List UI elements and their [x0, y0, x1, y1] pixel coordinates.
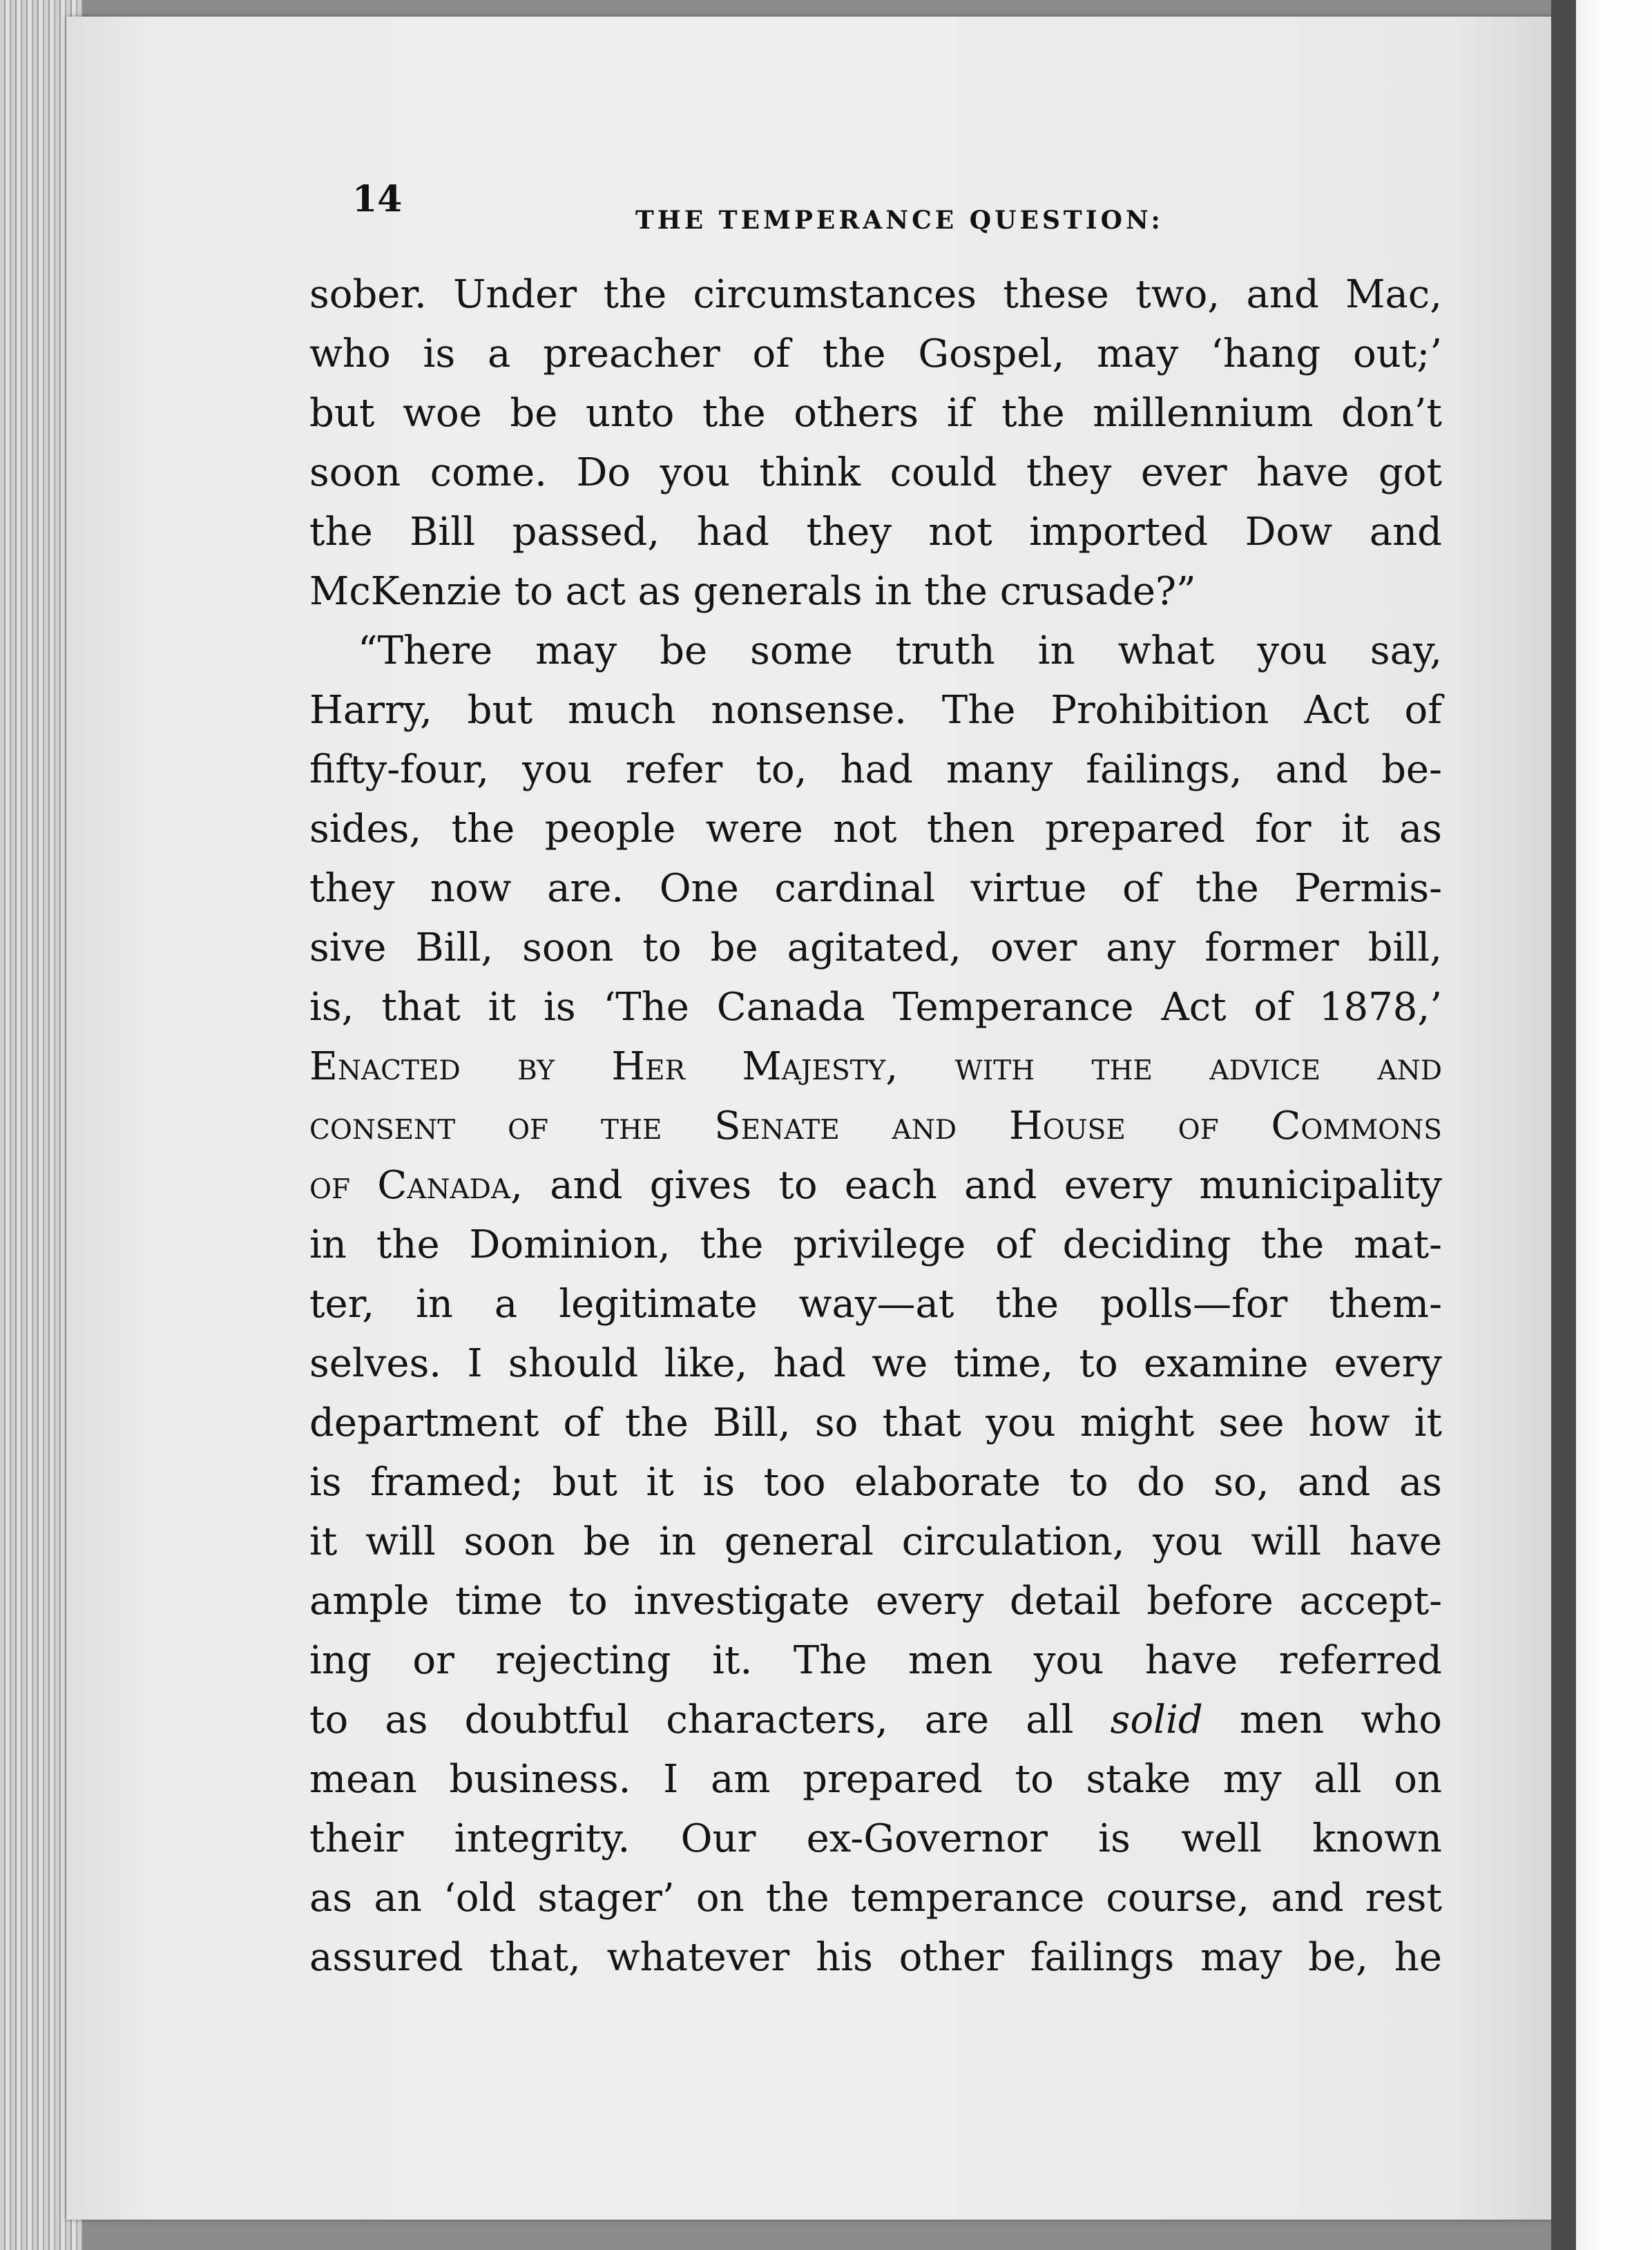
- text-line: is framed; but it is too elaborate to do so, and as: [309, 1460, 1442, 1505]
- body-text: [309, 265, 1442, 1988]
- text-line: “There may be some truth in what you say,: [358, 628, 1442, 673]
- text-line: it will soon be in general circulation, you will have: [309, 1519, 1442, 1564]
- text-line: as an ‘old stager’ on the temperance course, and rest: [309, 1876, 1442, 1921]
- text-line: soon come. Do you think could they ever have got: [309, 450, 1442, 495]
- running-title: THE TEMPERANCE QUESTION:: [635, 206, 1164, 235]
- text-line: sides, the people were not then prepared for it as: [309, 807, 1442, 852]
- text-line: they now are. One cardinal virtue of the Permis-: [309, 866, 1442, 911]
- text-line: is, that it is ‘The Canada Temperance Act of 1878,’: [309, 985, 1442, 1030]
- text-line-small-caps: Enacted by Her Majesty, with the advice and: [309, 1044, 1442, 1089]
- text-line: ing or rejecting it. The men you have referred: [309, 1638, 1442, 1683]
- text-line: department of the Bill, so that you might see how it: [309, 1401, 1442, 1445]
- book-spine: [1551, 0, 1576, 2250]
- text-line: mean business. I am prepared to stake my all on: [309, 1757, 1442, 1802]
- text-run: men who: [1239, 1698, 1442, 1742]
- text-run: and gives to each and every municipality: [550, 1163, 1442, 1208]
- text-line: who is a preacher of the Gospel, may ‘hang out;’: [309, 331, 1442, 376]
- text-line: Harry, but much nonsense. The Prohibition Act of: [309, 688, 1442, 733]
- text-line: but woe be unto the others if the millennium don’t: [309, 391, 1442, 436]
- page-number: 14: [352, 178, 403, 220]
- text-line: in the Dominion, the privilege of deciding the mat-: [309, 1222, 1442, 1267]
- text-line: ter, in a legitimate way—at the polls—for them-: [309, 1282, 1442, 1327]
- text-line: sive Bill, soon to be agitated, over any former bill,: [309, 925, 1442, 970]
- text-line: the Bill passed, had they not imported Dow and: [309, 510, 1442, 555]
- text-line-mixed: [309, 1691, 1442, 1750]
- small-caps-run: of Canada,: [309, 1163, 523, 1208]
- facing-page-edge: [1576, 0, 1652, 2250]
- text-line: selves. I should like, had we time, to examine every: [309, 1341, 1442, 1386]
- text-line: McKenzie to act as generals in the crusade?”: [309, 569, 1196, 614]
- text-line: ample time to investigate every detail before accept-: [309, 1579, 1442, 1624]
- page-header: [352, 178, 1512, 240]
- text-line: sober. Under the circumstances these two, and Mac,: [309, 272, 1442, 317]
- text-line-small-caps: consent of the Senate and House of Commons: [309, 1104, 1442, 1148]
- text-run: to as doubtful characters, are all: [309, 1698, 1074, 1742]
- italic-run: solid: [1110, 1698, 1203, 1742]
- text-line: fifty-four, you refer to, had many failings, and be-: [309, 747, 1442, 792]
- text-line: assured that, whatever his other failings may be, he: [309, 1935, 1442, 1980]
- text-line: their integrity. Our ex-Governor is well known: [309, 1816, 1442, 1861]
- text-line-mixed: [309, 1156, 1442, 1215]
